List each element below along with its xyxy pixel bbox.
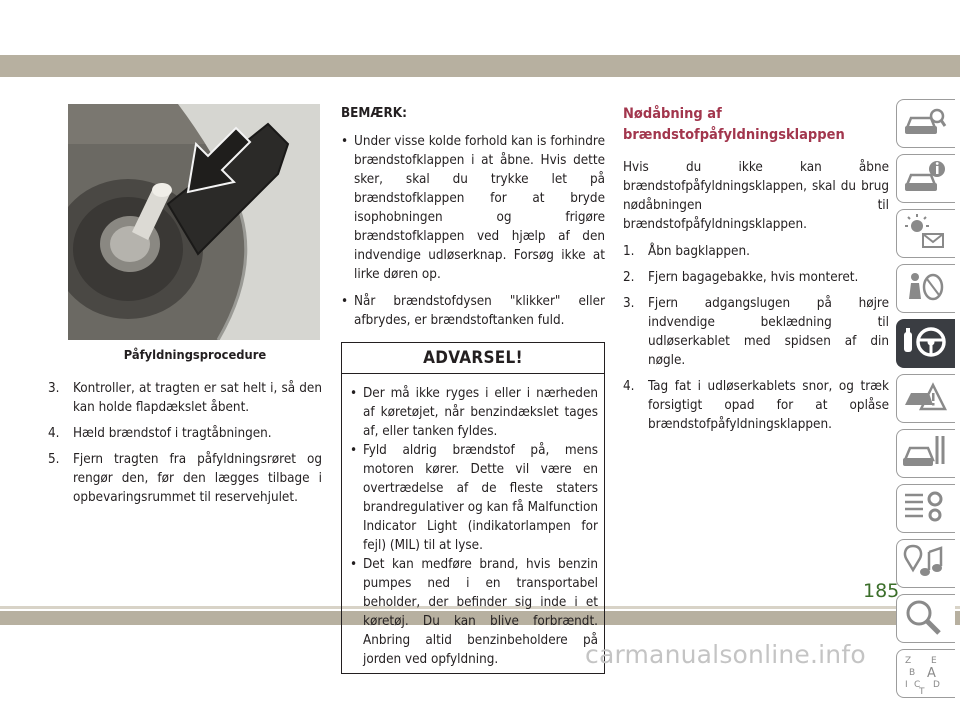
magnifier-icon (903, 599, 947, 635)
list-item (623, 294, 889, 370)
list-item (623, 377, 889, 434)
fuel-filler-photo (68, 104, 320, 340)
index-letter: E (931, 656, 937, 666)
header-stripe (0, 55, 960, 77)
car-tools-icon (903, 434, 947, 470)
tab-multimedia[interactable] (893, 536, 960, 591)
warning-light-message-icon (903, 214, 947, 250)
step-number: 1. (623, 244, 635, 259)
list-item: • Det kan medføre brand, hvis benzin pumpes ned i en transportabel beholder, der befinder sig inde i et køretøj. Du kan blive forbrændt. Anbring altid benzinbeholdere på jorden ved opfyldning. (350, 555, 598, 669)
right-column (623, 104, 889, 441)
step-text: Åbn bagklappen. (648, 244, 750, 259)
step-text: Fjern adgangslugen på højre indvendige beklædning til udløserkablet med spidsen af din nøgle. (648, 296, 889, 368)
step-text: Tag fat i udløserkablets snor, og træk forsigtigt opad for at oplåse brændstofpåfyldningsklappen. (648, 379, 889, 432)
tab-driving[interactable] (893, 316, 960, 371)
intro-paragraph: Hvis du ikke kan åbne brændstofpåfyldningsklappen, skal du brug nødåbningen til brændstofpåfyldningsklappen. (623, 160, 889, 232)
section-title: Nødåbning af brændstofpåfyldningsklappen (623, 106, 845, 143)
header-band (0, 0, 960, 86)
list-settings-icon (903, 489, 947, 525)
warning-box (341, 342, 605, 674)
note-list (341, 132, 605, 330)
right-steps (623, 242, 889, 434)
step-number: 3. (623, 296, 635, 311)
steering-wheel-icon (903, 324, 947, 360)
step-number: 4. (623, 379, 635, 394)
list-item (48, 450, 322, 507)
list-item (623, 268, 889, 287)
step-number: 2. (623, 270, 635, 285)
tab-specifications[interactable] (893, 481, 960, 536)
note-title: BEMÆRK: (341, 106, 407, 121)
music-location-icon (903, 544, 947, 580)
alphabet-index-icon (903, 654, 947, 694)
left-steps (48, 379, 322, 507)
watermark-text[interactable]: carmanualsonline.info (585, 640, 866, 669)
list-item (48, 424, 322, 443)
tab-safety[interactable] (893, 261, 960, 316)
middle-column (341, 104, 605, 674)
warning-list (342, 374, 604, 673)
list-item: • Under visse kolde forhold kan is forhindre brændstofklappen i at åbne. Hvis dette sker, skal du trykke let på brændstofklappen for at bryde isophobningen og frigøre brændstofklappen ved hjælp af den indvendige udløserknap. Forsøg ikke at lirke døren op. (341, 132, 605, 284)
tab-warning-lights[interactable] (893, 206, 960, 261)
tab-car-search[interactable] (893, 96, 960, 151)
step-number: 3. (48, 381, 60, 396)
index-letter: C (914, 680, 921, 690)
index-letter: D (933, 680, 940, 690)
list-item: • Der må ikke ryges i eller i nærheden af køretøjet, når benzindækslet tages af, eller tanken fyldes. (350, 384, 598, 441)
chapter-tabs (893, 96, 960, 701)
step-text: Kontroller, at tragten er sat helt i, så den kan holde flapdækslet åbent. (73, 381, 322, 415)
list-item: • Når brændstofdysen "klikker" eller afbrydes, er brændstoftanken fuld. (341, 292, 605, 330)
car-crash-warning-icon (903, 379, 947, 415)
index-letter: B (909, 668, 916, 678)
step-number: 4. (48, 426, 60, 441)
list-item (623, 242, 889, 261)
tab-search[interactable] (893, 591, 960, 646)
left-column (48, 104, 322, 514)
list-item: • Fyld aldrig brændstof på, mens motoren kører. Dette vil være en overtrædelse af de fleste staters brandregulativer og kan få Malfunction Indicator Light (indikatorlampen for fejl) (MIL) til at lyse. (350, 441, 598, 555)
car-info-icon (903, 159, 947, 195)
list-item (48, 379, 322, 417)
index-letter: T (919, 687, 925, 694)
index-letter: I (905, 680, 908, 690)
index-letter: Z (905, 656, 912, 666)
tab-car-info[interactable] (893, 151, 960, 206)
page-number: 185 (863, 580, 900, 602)
step-text: Hæld brændstof i tragtåbningen. (73, 426, 272, 441)
tab-emergency[interactable] (893, 371, 960, 426)
photo-caption: Påfyldningsprocedure (123, 348, 267, 363)
car-search-icon (903, 104, 947, 140)
step-text: Fjern tragten fra påfyldningsrøret og rengør den, før den lægges tilbage i opbevaringsrummet til reservehjulet. (73, 452, 322, 505)
tab-service[interactable] (893, 426, 960, 481)
step-number: 5. (48, 452, 60, 467)
step-text: Fjern bagagebakke, hvis monteret. (648, 270, 859, 285)
index-letter: A (927, 666, 936, 681)
warning-title: ADVARSEL! (342, 343, 604, 374)
tab-index[interactable] (893, 646, 960, 701)
airbag-person-icon (903, 269, 947, 305)
